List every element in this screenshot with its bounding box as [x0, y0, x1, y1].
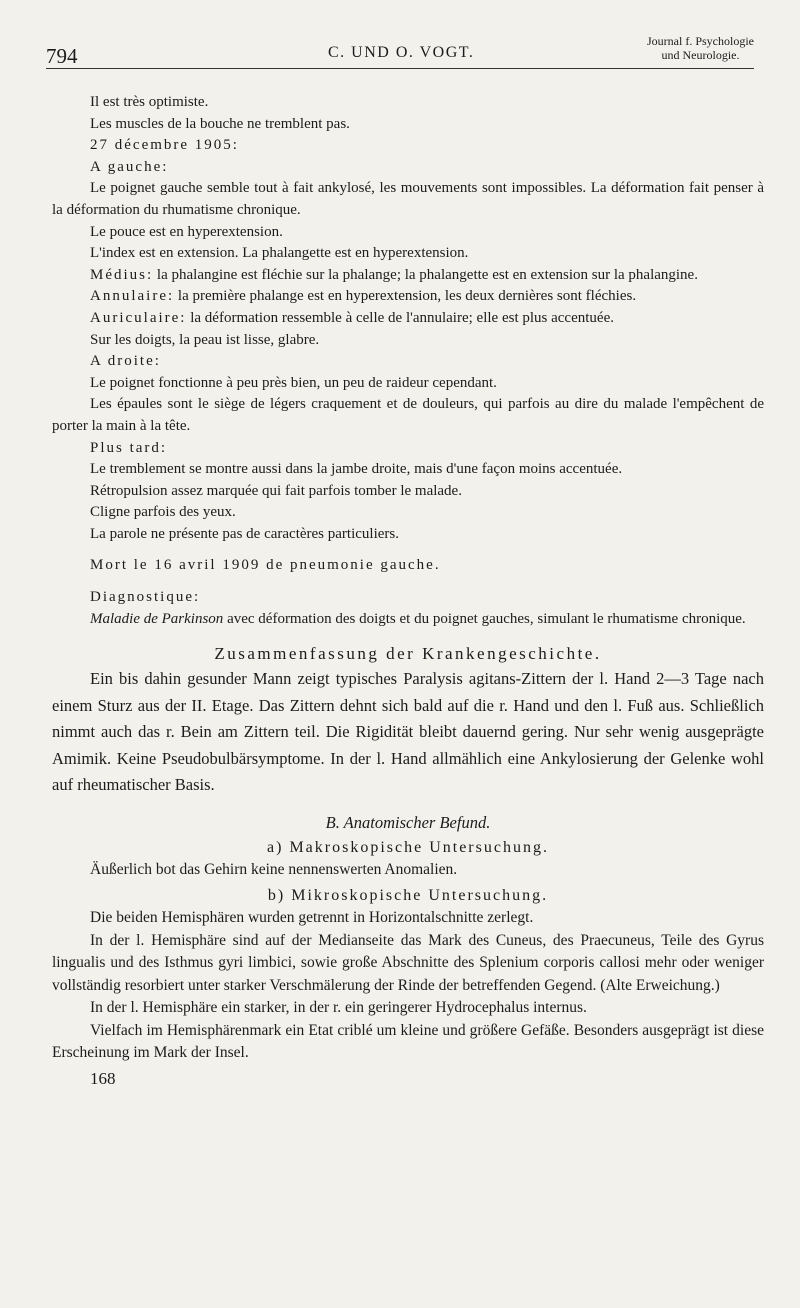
- death-note: Mort le 16 avril 1909 de pneumonie gauche.: [90, 557, 441, 574]
- finger-label: Médius:: [90, 266, 154, 283]
- paragraph: Sur les doigts, la peau ist lisse, glabre.: [90, 331, 320, 348]
- journal-line-2: und Neurologie.: [661, 48, 740, 62]
- paragraph: [52, 265, 764, 287]
- page-body: [52, 92, 764, 1089]
- paragraph: In der l. Hemisphäre sind auf der Medianseite das Mark des Cuneus, des Praecuneus, Teile des Gyrus lingualis und des Isthmus gyri limbici, sowie große Abschnitte des Splenium corporis callosi mehr oder weniger vollständig resorbiert unter starker Verschmälerung der Rinde der betreffenden Gegend. (Alte Erweichung.): [52, 931, 764, 994]
- paragraph: Les muscles de la bouche ne tremblent pas.: [90, 115, 350, 132]
- subheading: A droite:: [90, 353, 161, 370]
- paragraph: Les épaules sont le siège de légers craquement et de douleurs, qui parfois au dire du malade l'empêchent de porter la main à la tête.: [52, 396, 764, 434]
- paragraph: Le poignet gauche semble tout à fait ankylosé, les mouvements sont impossibles. La déformation fait penser à la déformation du rhumatisme chronique.: [52, 180, 764, 218]
- subheading: A gauche:: [90, 158, 169, 175]
- paragraph: Ein bis dahin gesunder Mann zeigt typisches Paralysis agitans-Zittern der l. Hand 2—3 Tage nach einem Sturz aus der II. Etage. Das Zittern dehnt sich bald auf die r. Hand und den l. Fuß aus. Schließlich nimmt auch das r. Bein am Zittern teil. Die Rigidität bleibt dauernd gering. Nur sehr wenig ausgeprägte Amimik. Keine Pseudobulbärsymptome. In der l. Hand allmählich eine Ankylosierung der Gelenke wohl auf rheumatischer Basis.: [52, 669, 764, 795]
- micro-section: [52, 907, 764, 1065]
- paragraph: La parole ne présente pas de caractères particuliers.: [90, 525, 399, 542]
- diagnosis-name: Maladie de Parkinson: [90, 610, 224, 627]
- spacer: [52, 577, 764, 587]
- paragraph: Vielfach im Hemisphärenmark ein Etat criblé um kleine und größere Gefäße. Besonders ausgeprägt ist diese Erscheinung im Mark der Insel.: [52, 1021, 764, 1062]
- spacer: [52, 545, 764, 555]
- finger-text: la première phalange est en hyperextension, les deux dernières sont fléchies.: [177, 288, 637, 305]
- finger-label: Auriculaire:: [90, 309, 187, 326]
- section-heading: B. Anatomischer Befund.: [325, 812, 491, 832]
- paragraph: In der l. Hemisphäre ein starker, in der r. ein geringerer Hydrocephalus internus.: [90, 999, 587, 1017]
- finger-text: la phalangine est fléchie sur la phalange; la phalangette est en extension sur la phalangine.: [156, 266, 698, 283]
- summary-section: [52, 666, 764, 799]
- running-head-journal: [647, 34, 754, 62]
- paragraph: Le tremblement se montre aussi dans la jambe droite, mais d'une façon moins accentuée.: [90, 461, 623, 478]
- signature-mark: 168: [90, 1068, 116, 1088]
- paragraph: [52, 286, 764, 308]
- paragraph: Le poignet fonctionne à peu près bien, un peu de raideur cependant.: [90, 374, 497, 391]
- running-head-authors: C. UND O. VOGT.: [328, 44, 475, 61]
- paragraph: [52, 308, 764, 330]
- date-line: 27 décembre 1905:: [90, 137, 239, 154]
- section-heading: Zusammenfassung der Krankengeschichte.: [214, 644, 602, 664]
- journal-line-1: Journal f. Psychologie: [647, 34, 754, 48]
- header-rule: [46, 68, 754, 69]
- subheading: Diagnostique:: [90, 589, 201, 606]
- diagnosis: [52, 609, 764, 631]
- paragraph: Die beiden Hemisphären wurden getrennt in Horizontalschnitte zerlegt.: [90, 909, 534, 927]
- paragraph: L'index est en extension. La phalangette est en hyperextension.: [90, 245, 469, 262]
- subsection-heading: b) Mikroskopische Untersuchung.: [267, 887, 549, 905]
- paragraph: Äußerlich bot das Gehirn keine nennenswerten Anomalien.: [90, 860, 458, 878]
- diagnosis-text: avec déformation des doigts et du poignet gauches, simulant le rhumatisme chronique.: [227, 610, 746, 627]
- subsection-heading: a) Makroskopische Untersuchung.: [267, 838, 549, 856]
- paragraph: Rétropulsion assez marquée qui fait parfois tomber le malade.: [90, 482, 462, 499]
- case-notes-french: [52, 92, 764, 630]
- subheading: Plus tard:: [90, 439, 168, 456]
- page-number: 794: [46, 44, 78, 68]
- paragraph: Le pouce est en hyperextension.: [90, 223, 283, 240]
- macro-section: [52, 859, 764, 882]
- paragraph: Cligne parfois des yeux.: [90, 504, 236, 521]
- finger-label: Annulaire:: [90, 288, 175, 305]
- paragraph: Il est très optimiste.: [90, 94, 209, 110]
- finger-text: la déformation ressemble à celle de l'annulaire; elle est plus accentuée.: [190, 309, 614, 326]
